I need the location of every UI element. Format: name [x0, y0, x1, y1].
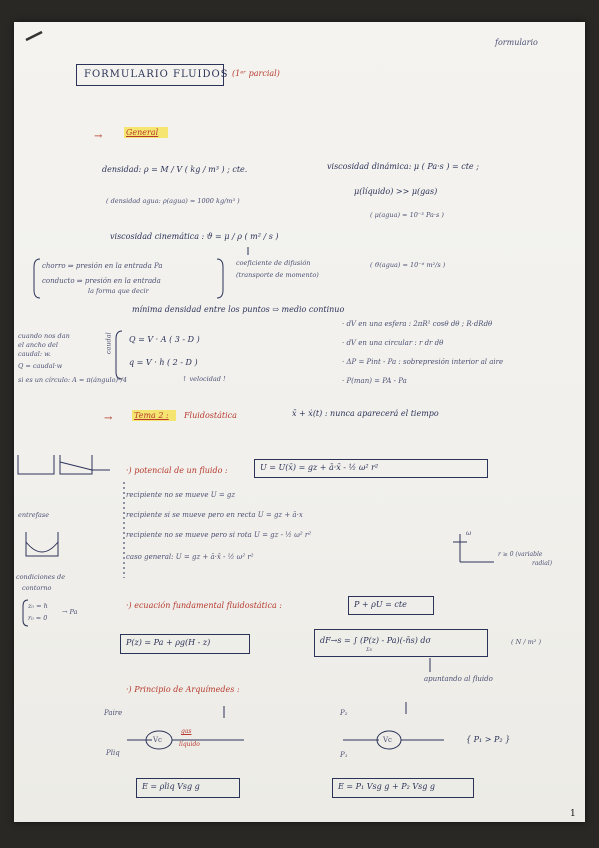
pressure-inequality: { P₁ > P₂ }	[466, 735, 511, 744]
duct-note: conducto ⇒ presión en la entrada	[42, 277, 161, 285]
boundary-eq-1: z₀ = h	[28, 602, 48, 610]
interface-label: entrefase	[18, 511, 50, 519]
flow-note-2: el ancho del	[18, 341, 58, 349]
section-heading-general: General	[126, 128, 159, 137]
velocity-note: ↑ velocidad !	[182, 375, 226, 383]
sphere-volume: · dV en una esfera : 2πR² cosθ dθ ; R·dRdθ	[342, 320, 493, 328]
liquid-label: líquido	[179, 741, 200, 748]
buoyancy-formula-1: E = ρliq Vsg g	[142, 782, 200, 791]
section-heading-tema2: Tema 2 :	[134, 411, 169, 420]
radial-note-1: r ≥ 0 (variable	[498, 551, 543, 558]
circular-volume: · dV en una circular : r dr dθ	[342, 339, 444, 347]
manometric-pressure: · P(man) = PA - Pa	[342, 377, 407, 385]
p2-label: P₂	[340, 709, 348, 717]
container-linear: recipiente si se mueve pero en recta U = gz + ā·x	[126, 511, 303, 519]
page-number: 1	[570, 809, 576, 819]
gas-label: gas	[181, 728, 192, 735]
section-topic: Fluidostática	[184, 411, 237, 420]
archimedes-label: ·) Principio de Arquímedes :	[126, 685, 240, 694]
viscosity-comparison: μ(líquido) >> μ(gas)	[354, 187, 438, 196]
corner-label: formulario	[495, 38, 538, 47]
liquid-pressure-label: Pliq	[106, 749, 120, 757]
continuum-note: mínima densidad entre los puntos ⇨ medio continuo	[132, 305, 345, 314]
water-kinematic-note: ( ϑ(agua) = 10⁻⁶ m²/s )	[370, 261, 446, 269]
general-case: caso general: U = gz + ā·x̄ - ½ ω² r²	[126, 553, 254, 561]
air-pressure-label: Paire	[104, 709, 123, 717]
p1-label: P₁	[340, 751, 348, 759]
title-note: (1ᵉʳ parcial)	[232, 69, 280, 78]
flow-rate-2d: q = V · h ( 2 - D )	[129, 358, 198, 367]
circle-note: si es un círculo: A = π(ángulo)²/4	[18, 376, 128, 384]
boundary-label-2: contorno	[22, 584, 52, 592]
page-drawings	[14, 22, 585, 822]
pointing-note: apuntando al fluido	[424, 675, 493, 683]
flow-note-1: cuando nos dan	[18, 332, 70, 340]
container-static: recipiente no se mueve U = gz	[126, 491, 236, 499]
buoyancy-formula-2: E = P₁ Vsg g + P₂ Vsg g	[338, 782, 436, 791]
potential-label: ·) potencial de un fluido :	[126, 466, 228, 475]
overpressure: · ΔP = Pint - Pa : sobrepresión interior al aire	[342, 358, 504, 366]
flow-rate-3d: Q = V · A ( 3 - D )	[129, 335, 200, 344]
fundamental-eq-label: ·) ecuación fundamental fluidostática :	[126, 601, 282, 610]
water-viscosity-note: ( μ(agua) = 10⁻³ Pa·s )	[370, 211, 444, 219]
page-title: FORMULARIO FLUIDOS	[84, 69, 229, 80]
duct-note-2: la forma que decir	[88, 287, 149, 295]
boundary-eq-3: → Pa	[62, 608, 78, 616]
dynamic-viscosity: viscosidad dinámica: μ ( Pa·s ) = cte ;	[327, 162, 479, 171]
momentum-note: (transporte de momento)	[236, 271, 319, 279]
container-rotating: recipiente no se mueve pero si rota U = gz - ½ ω² r²	[126, 531, 312, 539]
omega-symbol: ω	[466, 529, 472, 537]
water-density-note: ( densidad agua: ρ(agua) = 1000 kg/m³ )	[106, 197, 240, 205]
boundary-label-1: condiciones de	[16, 573, 66, 581]
diffusion-note: coeficiente de difusión	[236, 259, 311, 267]
force-formula: dF→s = ∫ (P(z) - Pa)(-n̄s) dσ	[320, 636, 431, 645]
section-arrow-2: →	[104, 413, 113, 424]
kinematic-viscosity: viscosidad cinemática : ϑ = μ / ρ ( m² / s )	[110, 232, 279, 241]
section-arrow: →	[94, 131, 103, 142]
flow-note-4: Q = caudal·w	[18, 362, 63, 370]
notebook-page	[14, 22, 585, 822]
pressure-formula: P(z) = Pa + ρg(H - z)	[126, 638, 211, 647]
boundary-eq-2: r₀ = 0	[28, 614, 48, 622]
density-formula: densidad: ρ = M / V ( kg / m³ ) ; cte.	[102, 165, 248, 174]
force-subscript: Σs	[366, 647, 373, 653]
potential-formula: U = U(x̄) = gz + ā·x̄ - ½ ω² r²	[260, 463, 379, 472]
body-volume-right: Vc	[383, 736, 392, 744]
flow-side-label: caudal	[104, 332, 113, 355]
body-volume-left: Vc	[153, 736, 162, 744]
flow-note-3: caudal: w.	[18, 350, 51, 358]
jet-note: chorro ⇒ presión en la entrada Pa	[42, 262, 163, 270]
radial-note-2: radial)	[532, 560, 553, 567]
force-units: ( N / m² )	[511, 638, 541, 646]
time-note: x̄ + ẋ(t) : nunca aparecerá el tiempo	[292, 409, 439, 418]
fundamental-eq: P + ρU = cte	[354, 600, 407, 609]
